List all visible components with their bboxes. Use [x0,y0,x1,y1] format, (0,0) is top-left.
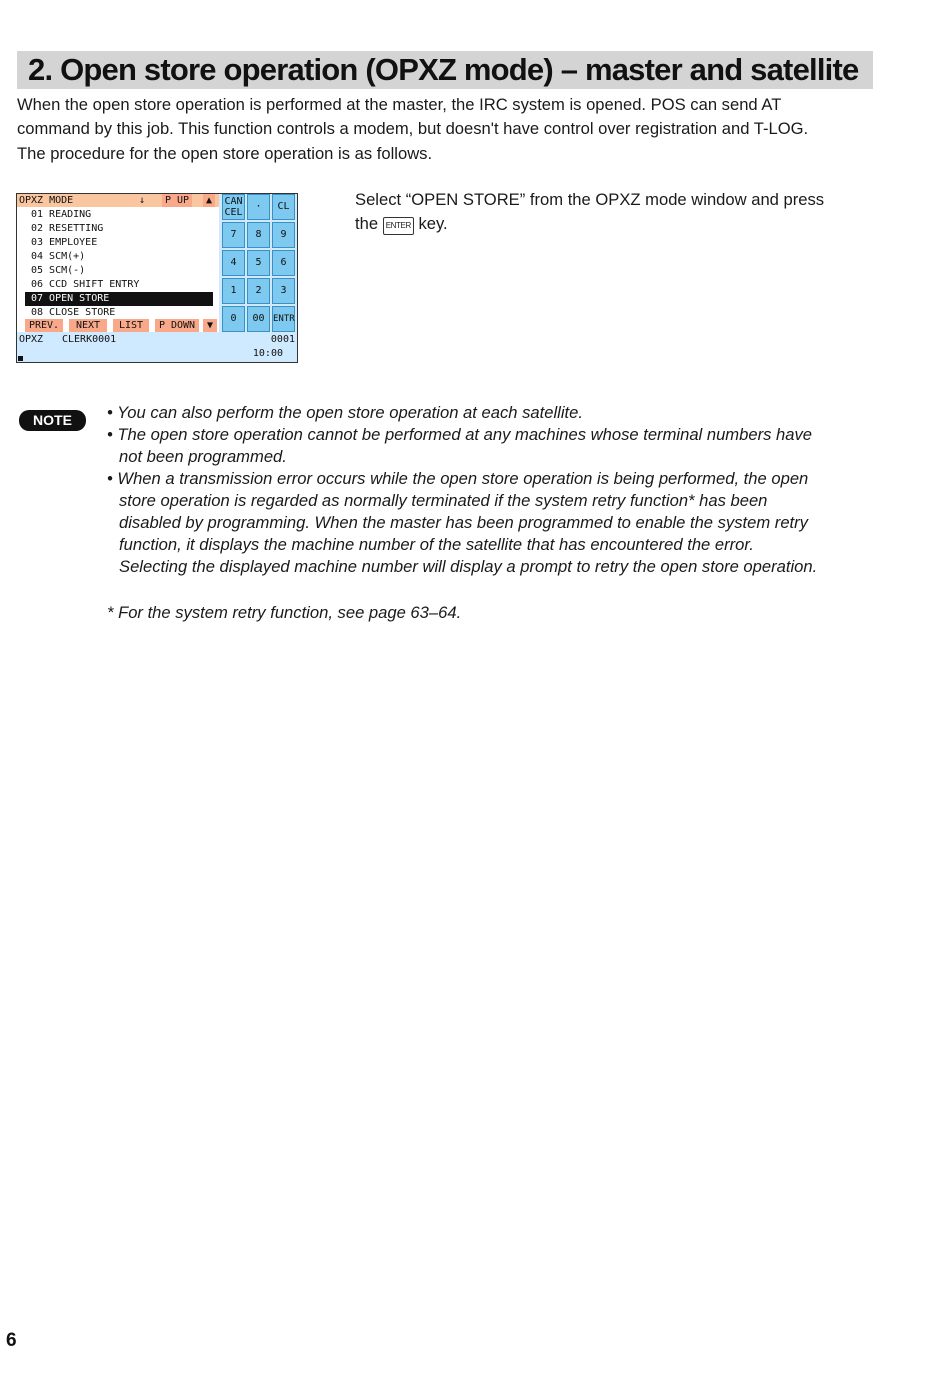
down-arrow-icon: ↓ [139,195,146,206]
instruction-line: Select “OPEN STORE” from the OPXZ mode window and press [355,190,825,209]
menu-item-open-store[interactable]: 07 OPEN STORE [25,292,213,306]
key-2[interactable]: 2 [247,278,270,304]
note-bullet: • The open store operation cannot be performed at any machines whose terminal numbers have [107,425,812,444]
mode-title: OPXZ MODE [19,195,74,206]
menu-item-close-store[interactable]: 08 CLOSE STORE [31,307,116,318]
scroll-down-icon[interactable]: ▼ [203,319,217,332]
instruction-text-after: key. [418,214,448,234]
pos-screen-figure [16,193,298,363]
opxz-menu-list [17,194,219,332]
menu-item-employee[interactable]: 03 EMPLOYEE [31,237,98,248]
page-up-button[interactable]: P UP [162,194,192,207]
instruction-line [355,212,895,236]
menu-item-resetting[interactable]: 02 RESETTING [31,223,104,234]
menu-items [17,208,219,320]
intro-line: command by this job. This function controls a modem, but doesn't have control over registration and T-LOG. [17,119,809,139]
dot-key[interactable]: · [247,194,270,220]
menu-item-ccd-shift-entry[interactable]: 06 CCD SHIFT ENTRY [31,279,140,290]
instruction-text [355,188,895,237]
next-button[interactable]: NEXT [69,319,107,332]
key-5[interactable]: 5 [247,250,270,276]
intro-paragraph [17,93,897,166]
menu-item-reading[interactable]: 01 READING [31,209,92,220]
note-bullet: • You can also perform the open store operation at each satellite. [107,403,583,422]
section-title: 2. Open store operation (OPXZ mode) – master and satellite [28,52,859,87]
note-bullet-continuation: store operation is regarded as normally terminated if the system retry function* has been [119,491,768,510]
key-3[interactable]: 3 [272,278,295,304]
prev-button[interactable]: PREV. [25,319,63,332]
intro-line: When the open store operation is performed at the master, the IRC system is opened. POS can send AT [17,95,782,114]
list-button[interactable]: LIST [113,319,149,332]
page-down-button[interactable]: P DOWN [155,319,199,332]
status-number: 0001 [270,334,295,345]
key-4[interactable]: 4 [222,250,245,276]
footnote: * For the system retry function, see page 63–64. [107,603,462,622]
page-number: 6 [6,1330,17,1351]
intro-line: The procedure for the open store operation is as follows. [17,143,433,163]
instruction-text-before: the [355,214,379,234]
note-badge: NOTE [19,410,86,431]
enter-key-icon: ENTER [383,217,414,235]
status-time: 10:00 [252,348,283,359]
status-mode: OPXZ [19,334,44,345]
note-bullet-continuation: not been programmed. [119,447,287,466]
status-clerk: CLERK0001 [62,334,117,345]
cancel-key[interactable] [222,194,245,220]
note-bullet-continuation: disabled by programming. When the master has been programmed to enable the system retry [119,513,808,532]
key-7[interactable]: 7 [222,222,245,248]
key-8[interactable]: 8 [247,222,270,248]
menu-footer [17,319,219,332]
key-1[interactable]: 1 [222,278,245,304]
opxz-menu-header [17,194,219,207]
pos-status-bar [17,333,297,362]
note-bullet: • When a transmission error occurs while the open store operation is being performed, the open [107,469,809,488]
note-bullet-continuation: Selecting the displayed machine number will display a prompt to retry the open store operation. [119,557,818,576]
key-0[interactable]: 0 [222,306,245,332]
key-9[interactable]: 9 [272,222,295,248]
status-indicator-icon [18,356,23,361]
note-bullet-continuation: function, it displays the machine number of the satellite that has encountered the error. [119,535,754,554]
cancel-key-label: CAN [224,196,243,207]
scroll-up-icon[interactable]: ▲ [203,194,215,207]
menu-item-scm-minus[interactable]: 05 SCM(-) [31,265,86,276]
note-section [107,402,897,624]
clear-key[interactable]: CL [272,194,295,220]
menu-item-scm-plus[interactable]: 04 SCM(+) [31,251,86,262]
cancel-key-label: CEL [224,207,243,218]
key-6[interactable]: 6 [272,250,295,276]
key-00[interactable]: 00 [247,306,270,332]
section-title-bar [17,51,873,89]
enter-key[interactable]: ENTR [272,306,295,332]
